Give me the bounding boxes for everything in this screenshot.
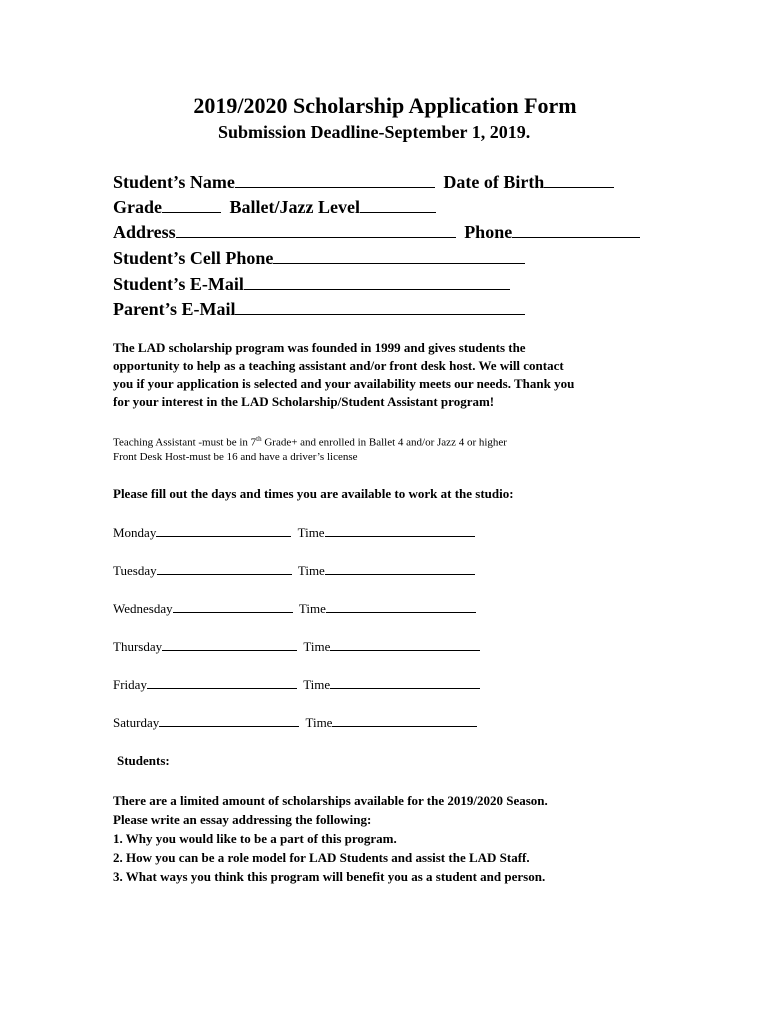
cell-phone-blank[interactable]	[273, 246, 525, 264]
time-blank[interactable]	[330, 676, 480, 689]
description-line: opportunity to help as a teaching assistant and/or front desk host. We will contact	[113, 358, 564, 373]
field-row-grade-level	[113, 195, 436, 218]
cell-phone-label: Student’s Cell Phone	[113, 248, 274, 268]
time-blank[interactable]	[325, 562, 475, 575]
day-blank[interactable]	[156, 524, 291, 537]
essay-line: There are a limited amount of scholarships available for the 2019/2020 Season.	[113, 793, 548, 808]
date-of-birth-label: Date of Birth	[443, 172, 545, 192]
availability-row-tuesday	[113, 562, 475, 579]
ta-requirement-text-rest: Grade+ and enrolled in Ballet 4 and/or Jazz 4 or higher	[261, 436, 507, 449]
date-of-birth-blank[interactable]	[544, 170, 614, 188]
time-label: Time	[305, 715, 333, 730]
program-description	[113, 339, 658, 411]
essay-instructions	[113, 791, 548, 886]
ta-requirement-text: Teaching Assistant -must be in 7	[113, 436, 257, 449]
front-desk-requirement: Front Desk Host-must be 16 and have a driver’s license	[113, 451, 358, 463]
time-blank[interactable]	[325, 524, 475, 537]
submission-deadline: Submission Deadline-September 1, 2019.	[218, 122, 531, 142]
essay-line: 1. Why you would like to be a part of this program.	[113, 831, 397, 846]
ballet-jazz-level-label: Ballet/Jazz Level	[229, 197, 360, 217]
phone-label: Phone	[464, 222, 513, 242]
day-blank[interactable]	[157, 562, 292, 575]
time-label: Time	[297, 525, 325, 540]
time-label: Time	[303, 677, 331, 692]
grade-label: Grade	[113, 197, 162, 217]
day-blank[interactable]	[159, 714, 299, 727]
address-blank[interactable]	[176, 220, 456, 238]
time-label: Time	[303, 639, 331, 654]
description-line: The LAD scholarship program was founded in 1999 and gives students the	[113, 340, 526, 355]
day-label: Wednesday	[113, 601, 173, 616]
essay-line: 3. What ways you think this program will benefit you as a student and person.	[113, 869, 546, 884]
student-name-label: Student’s Name	[113, 172, 235, 192]
availability-row-monday	[113, 524, 475, 541]
parent-email-blank[interactable]	[235, 297, 525, 315]
day-label: Monday	[113, 525, 157, 540]
availability-prompt: Please fill out the days and times you are available to work at the studio:	[113, 486, 514, 501]
availability-row-wednesday	[113, 600, 476, 617]
form-title: 2019/2020 Scholarship Application Form	[193, 93, 577, 118]
field-row-address-phone	[113, 220, 640, 243]
field-row-parent-email	[113, 297, 525, 320]
field-row-cell-phone	[113, 246, 525, 269]
essay-line: 2. How you can be a role model for LAD Students and assist the LAD Staff.	[113, 850, 530, 865]
ta-requirement-sup: th	[256, 435, 262, 443]
time-label: Time	[298, 601, 326, 616]
grade-blank[interactable]	[162, 195, 221, 213]
student-name-blank[interactable]	[235, 170, 435, 188]
time-blank[interactable]	[332, 714, 477, 727]
day-label: Saturday	[113, 715, 160, 730]
parent-email-label: Parent’s E-Mail	[113, 299, 236, 319]
day-blank[interactable]	[147, 676, 297, 689]
day-label: Tuesday	[113, 563, 157, 578]
time-blank[interactable]	[326, 600, 476, 613]
field-row-name-dob	[113, 170, 614, 193]
students-heading: Students:	[117, 753, 170, 768]
phone-blank[interactable]	[512, 220, 640, 238]
time-label: Time	[297, 563, 325, 578]
student-email-blank[interactable]	[244, 272, 510, 290]
day-label: Thursday	[113, 639, 163, 654]
day-blank[interactable]	[173, 600, 293, 613]
teaching-assistant-requirement	[113, 432, 507, 450]
description-line: for your interest in the LAD Scholarship/Student Assistant program!	[113, 394, 495, 409]
address-label: Address	[113, 222, 176, 242]
ballet-jazz-level-blank[interactable]	[360, 195, 436, 213]
availability-row-thursday	[113, 638, 480, 655]
description-line: you if your application is selected and your availability meets our needs. Thank you	[113, 376, 575, 391]
day-blank[interactable]	[162, 638, 297, 651]
availability-row-friday	[113, 676, 480, 693]
day-label: Friday	[113, 677, 147, 692]
field-row-student-email	[113, 272, 510, 295]
essay-line: Please write an essay addressing the following:	[113, 812, 372, 827]
student-email-label: Student’s E-Mail	[113, 274, 244, 294]
time-blank[interactable]	[330, 638, 480, 651]
availability-row-saturday	[113, 714, 477, 731]
